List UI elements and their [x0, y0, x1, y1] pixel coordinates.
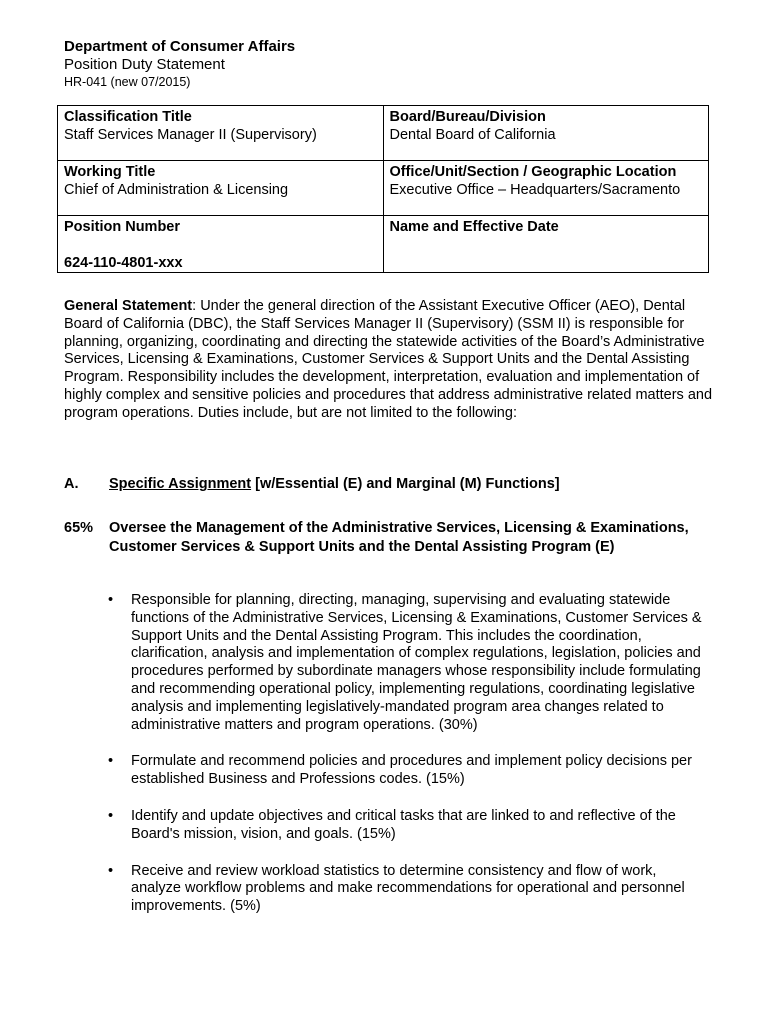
department-name: Department of Consumer Affairs	[64, 38, 296, 55]
working-title-cell	[58, 161, 384, 216]
task-text: Receive and review workload statistics to determine consistency and flow of work, analyze workflow problems and make recommendations for operational and personnel improvements. (5%)	[131, 862, 685, 915]
board-value: Dental Board of California	[389, 127, 556, 143]
board-label: Board/Bureau/Division	[389, 109, 546, 125]
general-statement	[64, 298, 724, 423]
task-text: Identify and update objectives and critical tasks that are linked to and reflective of the Board's mission, vision, and goals. (15%)	[131, 807, 676, 842]
general-statement-text: : Under the general direction of the Assistant Executive Officer (AEO), Dental Board of California (DBC), the Staff Services Manager II (Supervisory) (SSM II) is responsible for planning, organizing, coordinating and directing the statewide activities of the Board’s Administrative Services, Licensing & Examinations, Customer Services & Support Units and the Dental Assisting Program. Responsibility includes the development, interpretation, evaluation and implementation of highly complex and sensitive policies and procedures that address administrative related matters and program operations. Duties include, but are not limited to the following:	[64, 298, 713, 421]
name-date-label: Name and Effective Date	[389, 219, 559, 235]
section-a-heading	[64, 475, 560, 493]
task-text: Formulate and recommend policies and procedures and implement policy decisions per established Business and Professions codes. (15%)	[131, 753, 692, 788]
position-number-label: Position Number	[64, 219, 181, 235]
task-text: Responsible for planning, directing, managing, supervising and evaluating statewide functions of the Administrative Services, Licensing & Examinations, Customer Services & Support Units and the Dental Assisting Program. This includes the coordination, clarification, analysis and implementation of complex regulations, legislation, policies and procedures performed by subordinate managers whose responsibility include formulating and recommending operational policy, implementing regulations, coordinating legislative analysis and implementing legislatively-mandated program area changes related to administrative matters and program operations. (30%)	[131, 592, 702, 733]
list-item	[108, 863, 708, 916]
position-number-cell	[58, 216, 384, 273]
list-item	[108, 753, 708, 789]
duty-heading	[64, 519, 704, 556]
bullet-icon: •	[108, 807, 114, 824]
document-title: Position Duty Statement	[64, 56, 225, 73]
form-number: HR-041 (new 07/2015)	[64, 75, 191, 89]
section-suffix: [w/Essential (E) and Marginal (M) Functions]	[251, 476, 560, 492]
bullet-icon: •	[108, 862, 114, 879]
list-item	[108, 592, 708, 734]
classification-value: Staff Services Manager II (Supervisory)	[64, 127, 317, 143]
general-statement-label: General Statement	[64, 298, 193, 314]
position-number-value: 624-110-4801-xxx	[64, 255, 183, 271]
office-cell	[383, 161, 709, 216]
classification-label: Classification Title	[64, 109, 192, 125]
table-row	[58, 161, 709, 216]
table-row	[58, 106, 709, 161]
office-value: Executive Office – Headquarters/Sacramento	[389, 182, 681, 198]
board-cell	[383, 106, 709, 161]
classification-cell	[58, 106, 384, 161]
list-item	[108, 808, 708, 844]
duty-title: Oversee the Management of the Administrative Services, Licensing & Examinations, Customer Services & Support Units and the Dental Assisting Program (E)	[109, 520, 689, 555]
working-title-value: Chief of Administration & Licensing	[64, 182, 289, 198]
position-info-table	[57, 105, 709, 273]
bullet-icon: •	[108, 753, 114, 770]
table-row	[58, 216, 709, 273]
bullet-icon: •	[108, 592, 114, 608]
duty-percent: 65%	[64, 520, 94, 536]
office-label: Office/Unit/Section / Geographic Location	[389, 164, 677, 180]
name-date-cell	[383, 216, 709, 273]
working-title-label: Working Title	[64, 164, 156, 180]
task-list	[108, 592, 708, 935]
document-header	[64, 38, 295, 90]
section-letter: A.	[64, 476, 79, 492]
section-title: Specific Assignment	[109, 476, 252, 492]
